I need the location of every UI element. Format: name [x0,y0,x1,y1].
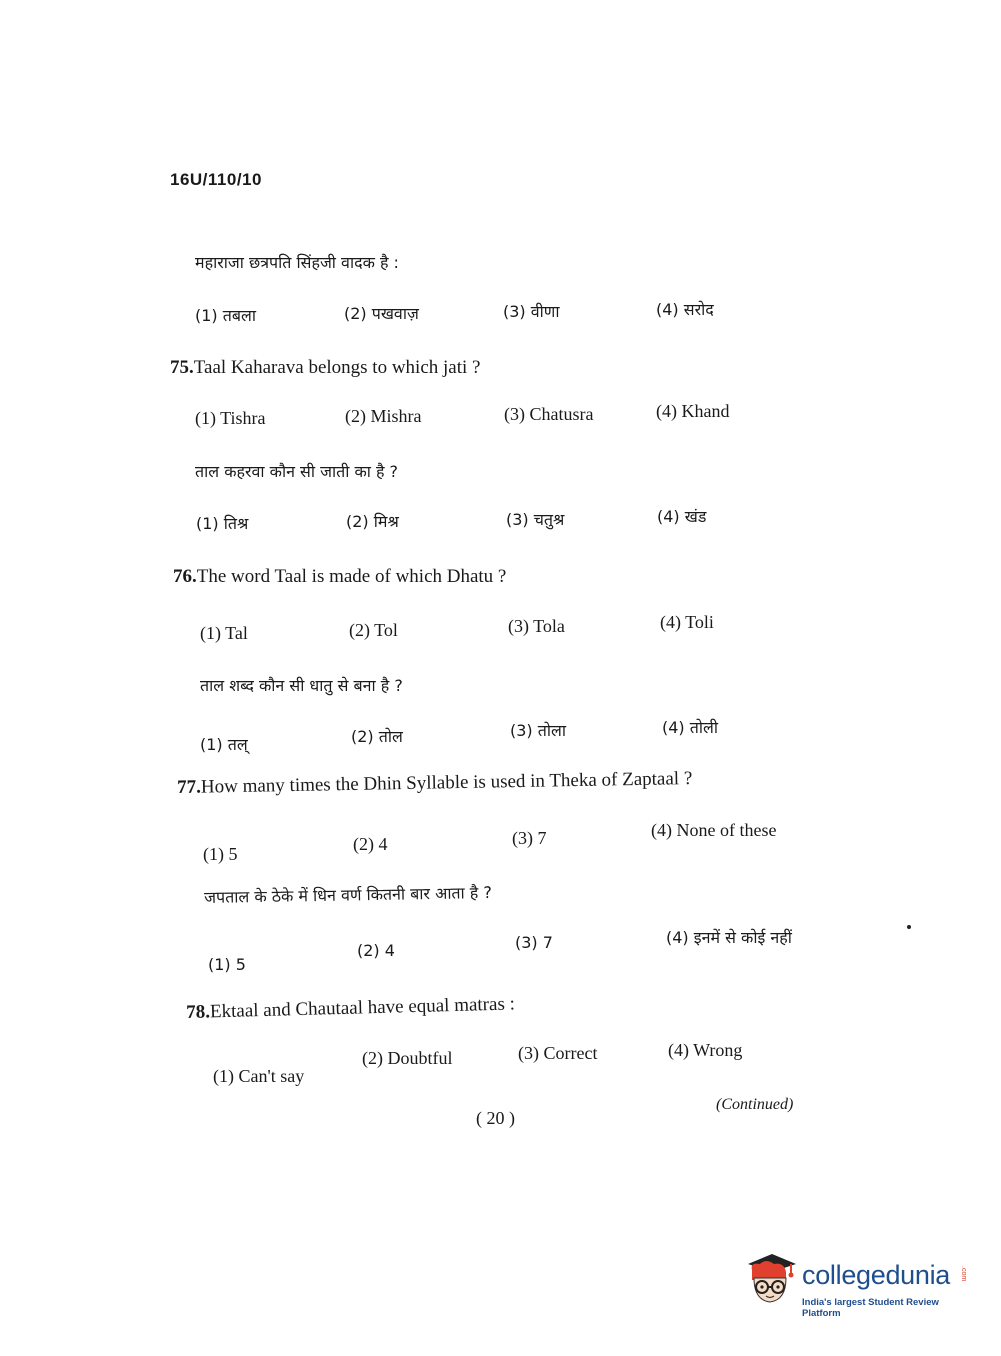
q77-text: How many times the Dhin Syllable is used in Theka of Zaptaal ? [200,768,693,798]
q75-option-2-hi: (2) मिश्र [346,512,399,531]
q78-option-2: (2) Doubtful [362,1048,453,1068]
q75-option-3: (3) Chatusra [504,404,594,424]
q78-option-3: (3) Correct [518,1043,598,1063]
q76-option-3-hi: (3) तोला [510,721,567,740]
q76-option-4-hi: (4) तोली [662,718,719,737]
q76-question [173,566,506,588]
q77-option-3: (3) 7 [512,828,547,848]
q75-option-4: (4) Khand [656,401,730,421]
q76-option-4: (4) Toli [660,612,714,632]
q77-option-1: (1) 5 [203,844,238,864]
q77-option-3-hi: (3) 7 [515,933,553,952]
continued-note: (Continued) [716,1096,794,1113]
q77-option-4: (4) None of these [651,820,777,840]
q76-option-2: (2) Tol [349,620,398,640]
mascot-icon [742,1250,800,1310]
paper-code: 16U/110/10 [170,170,262,189]
logo-wordmark: collegedunia [802,1260,951,1290]
q77-number: 77. [177,776,202,798]
q78-option-1: (1) Can't say [213,1066,305,1086]
q76-option-1: (1) Tal [200,623,248,643]
q76-option-2-hi: (2) तोल [351,727,403,746]
q74-option-1-hi: (1) तबला [195,306,256,325]
q75-question [170,357,480,379]
q75-option-3-hi: (3) चतुश्र [506,510,565,529]
q78-question [186,993,515,1024]
q75-hindi-text: ताल कहरवा कौन सी जाती का है ? [195,462,399,481]
logo-suffix: .com [960,1266,967,1282]
q76-option-3: (3) Tola [508,616,565,636]
q77-question [177,768,692,799]
q75-option-4-hi: (4) खंड [657,507,707,526]
q75-option-2: (2) Mishra [345,406,422,426]
q78-number: 78. [186,1001,211,1023]
q75-option-1: (1) Tishra [195,408,266,428]
q74-option-4-hi: (4) सरोद [656,300,714,319]
q76-text: The word Taal is made of which Dhatu ? [196,566,507,587]
q76-hindi-text: ताल शब्द कौन सी धातु से बना है ? [200,676,403,695]
q77-option-4-hi: (4) इनमें से कोई नहीं [666,928,792,947]
q74-option-3-hi: (3) वीणा [503,302,560,321]
q75-option-1-hi: (1) तिश्र [196,514,249,533]
q78-option-4: (4) Wrong [668,1040,743,1060]
q75-number: 75. [170,357,194,378]
q75-text: Taal Kaharava belongs to which jati ? [193,357,481,378]
q74-option-2-hi: (2) पखवाज़ [344,304,419,323]
q77-option-1-hi: (1) 5 [208,955,246,974]
q74-hindi-text: महाराजा छत्रपति सिंहजी वादक है : [195,253,399,272]
collegedunia-logo [742,1250,972,1320]
q77-option-2-hi: (2) 4 [357,941,395,960]
q77-option-2: (2) 4 [353,834,388,854]
q78-text: Ektaal and Chautaal have equal matras : [209,993,516,1023]
q76-option-1-hi: (1) तल् [200,735,248,754]
page-number: ( 20 ) [476,1108,515,1128]
logo-tagline: India's largest Student Review Platform [802,1297,939,1319]
q77-hindi-text: जपताल के ठेके में धिन वर्ण कितनी बार आता है ? [204,882,493,907]
q76-number: 76. [173,566,197,587]
stray-dot [907,925,911,929]
